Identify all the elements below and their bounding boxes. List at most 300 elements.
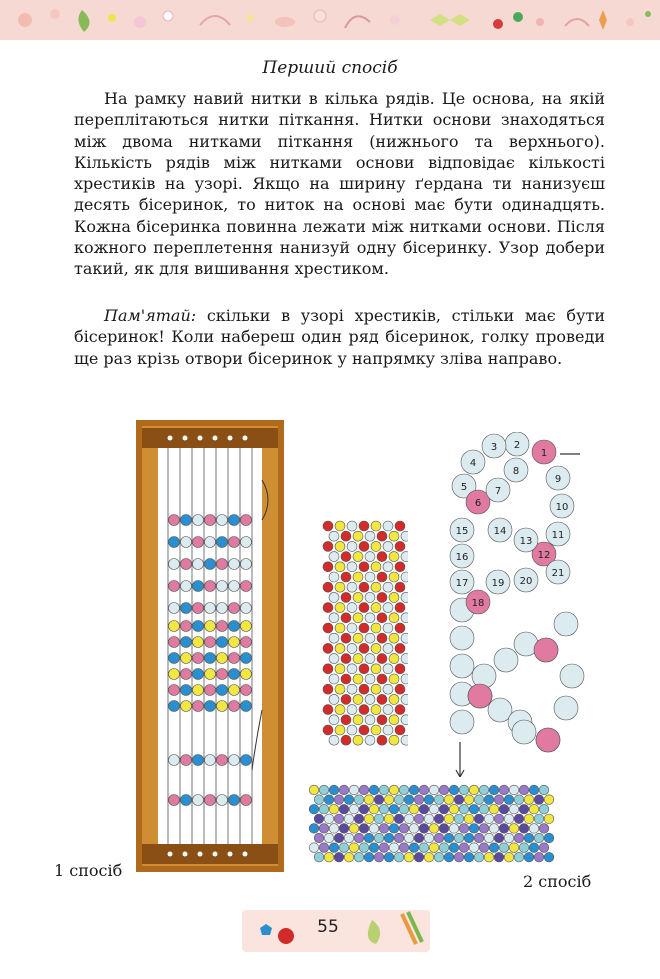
band-bead xyxy=(539,804,549,814)
strip-bead xyxy=(359,684,369,694)
loom-bead xyxy=(241,621,252,632)
diagram-bead-number: 7 xyxy=(494,486,502,497)
strip-bead xyxy=(377,572,387,582)
strip-bead xyxy=(329,552,339,562)
strip-bead xyxy=(389,613,399,623)
loom-bead xyxy=(181,581,192,592)
loom-bead xyxy=(205,701,216,712)
strip-bead xyxy=(377,592,387,602)
numbered-bead-diagram xyxy=(440,432,590,777)
loom-bead xyxy=(241,653,252,664)
band-bead xyxy=(414,833,424,843)
strip-bead xyxy=(347,623,357,633)
diagram-bead-highlight xyxy=(534,638,558,662)
band-bead xyxy=(349,824,359,834)
strip-bead xyxy=(341,654,351,664)
strip-bead xyxy=(353,592,363,602)
band-bead xyxy=(499,824,509,834)
band-bead xyxy=(369,804,379,814)
loom-bead xyxy=(217,603,228,614)
diagram-bead-number: 9 xyxy=(554,474,562,485)
strip-bead xyxy=(359,664,369,674)
strip-bead xyxy=(401,715,408,725)
strip-bead xyxy=(395,664,405,674)
band-bead xyxy=(369,785,379,795)
loom-bead xyxy=(193,603,204,614)
band-bead xyxy=(479,785,489,795)
band-bead xyxy=(519,843,529,853)
diagram-bead-number: 17 xyxy=(455,578,469,589)
band-bead xyxy=(499,804,509,814)
band-bead xyxy=(364,833,374,843)
band-bead xyxy=(454,814,464,824)
band-bead xyxy=(399,804,409,814)
band-bead xyxy=(544,795,554,805)
loom-bead xyxy=(169,603,180,614)
loom-bead xyxy=(193,515,204,526)
strip-bead xyxy=(377,633,387,643)
strip-bead xyxy=(383,521,393,531)
band-bead xyxy=(424,833,434,843)
remember-text: скільки в узорі хрестиків, стільки має бути бісеринок! Коли набереш один ряд бісеринок, голку проведи ще раз крізь отвори бісеринок у напрямку зліва направо. xyxy=(74,306,605,368)
loom-bead xyxy=(181,515,192,526)
strip-bead xyxy=(329,531,339,541)
strip-bead xyxy=(365,654,375,664)
strip-bead xyxy=(329,633,339,643)
strip-bead xyxy=(395,541,405,551)
loom-bead xyxy=(169,621,180,632)
band-bead xyxy=(389,843,399,853)
strip-bead xyxy=(365,592,375,602)
strip-bead xyxy=(377,715,387,725)
loom-bead xyxy=(229,795,240,806)
loom-bead xyxy=(229,755,240,766)
loom-bead xyxy=(205,669,216,680)
band-bead xyxy=(534,814,544,824)
diagram-bead-number: 13 xyxy=(519,536,533,547)
loom-bead xyxy=(181,653,192,664)
band-bead xyxy=(499,843,509,853)
band-bead xyxy=(524,795,534,805)
strip-bead xyxy=(323,643,333,653)
strip-bead xyxy=(341,552,351,562)
strip-bead xyxy=(371,684,381,694)
caption-method-2: 2 спосіб xyxy=(523,872,592,891)
band-bead xyxy=(504,795,514,805)
diagram-bead-number: 10 xyxy=(555,502,569,513)
loom-bead xyxy=(205,795,216,806)
band-bead xyxy=(429,843,439,853)
strip-bead xyxy=(395,562,405,572)
band-bead xyxy=(364,795,374,805)
strip-bead xyxy=(383,582,393,592)
band-bead xyxy=(474,795,484,805)
strip-bead xyxy=(353,633,363,643)
diagram-bead-highlight xyxy=(536,728,560,752)
strip-bead xyxy=(383,623,393,633)
strip-bead xyxy=(323,664,333,674)
band-bead xyxy=(429,785,439,795)
band-bead xyxy=(414,814,424,824)
loom-bead xyxy=(217,795,228,806)
band-bead xyxy=(309,824,319,834)
strip-bead xyxy=(377,552,387,562)
loom-bead xyxy=(205,637,216,648)
loom-bead xyxy=(229,559,240,570)
loom-bead xyxy=(217,621,228,632)
band-bead xyxy=(359,804,369,814)
strip-bead xyxy=(371,705,381,715)
band-bead xyxy=(534,852,544,862)
strip-bead xyxy=(353,674,363,684)
strip-bead xyxy=(329,613,339,623)
band-bead xyxy=(419,843,429,853)
loom-bead xyxy=(205,603,216,614)
band-bead xyxy=(394,833,404,843)
band-bead xyxy=(354,833,364,843)
band-bead xyxy=(494,814,504,824)
strip-bead xyxy=(377,694,387,704)
band-bead xyxy=(519,785,529,795)
band-bead xyxy=(349,843,359,853)
band-bead xyxy=(359,843,369,853)
strip-bead xyxy=(347,664,357,674)
strip-bead xyxy=(329,674,339,684)
strip-bead xyxy=(383,664,393,674)
band-bead xyxy=(379,824,389,834)
strip-bead xyxy=(323,725,333,735)
band-bead xyxy=(484,814,494,824)
band-bead xyxy=(414,795,424,805)
band-bead xyxy=(529,785,539,795)
strip-bead xyxy=(383,603,393,613)
band-bead xyxy=(449,785,459,795)
band-bead xyxy=(479,824,489,834)
loom-bead xyxy=(241,603,252,614)
strip-bead xyxy=(401,654,408,664)
strip-bead xyxy=(401,633,408,643)
band-bead xyxy=(344,795,354,805)
strip-bead xyxy=(347,603,357,613)
loom-bead xyxy=(193,637,204,648)
band-bead xyxy=(429,824,439,834)
band-bead xyxy=(514,852,524,862)
strip-bead xyxy=(395,684,405,694)
band-bead xyxy=(459,804,469,814)
loom-bead xyxy=(217,685,228,696)
strip-bead xyxy=(401,735,408,745)
loom-bead xyxy=(241,559,252,570)
band-bead xyxy=(309,843,319,853)
strip-bead xyxy=(359,623,369,633)
band-bead xyxy=(354,795,364,805)
loom-bead xyxy=(217,653,228,664)
strip-bead xyxy=(323,582,333,592)
band-bead xyxy=(454,833,464,843)
band-bead xyxy=(504,852,514,862)
band-bead xyxy=(524,852,534,862)
diagram-bead-number: 15 xyxy=(455,526,469,537)
strip-bead xyxy=(371,521,381,531)
band-bead xyxy=(354,852,364,862)
band-bead xyxy=(404,833,414,843)
band-bead xyxy=(389,804,399,814)
band-bead xyxy=(494,852,504,862)
band-bead xyxy=(394,852,404,862)
band-bead xyxy=(509,843,519,853)
strip-bead xyxy=(353,735,363,745)
strip-bead xyxy=(389,654,399,664)
strip-bead xyxy=(353,715,363,725)
band-bead xyxy=(399,785,409,795)
strip-bead xyxy=(371,643,381,653)
band-bead xyxy=(409,785,419,795)
band-bead xyxy=(349,804,359,814)
strip-bead xyxy=(347,725,357,735)
diagram-bead-number: 12 xyxy=(537,550,551,561)
strip-bead xyxy=(371,725,381,735)
band-bead xyxy=(374,814,384,824)
strip-bead xyxy=(347,643,357,653)
strip-bead xyxy=(335,623,345,633)
loom-bead xyxy=(181,669,192,680)
strip-bead xyxy=(371,603,381,613)
loom-bead xyxy=(241,581,252,592)
strip-bead xyxy=(389,592,399,602)
loom-bead xyxy=(205,581,216,592)
strip-bead xyxy=(347,562,357,572)
band-bead xyxy=(379,843,389,853)
diagram-bead xyxy=(554,696,578,720)
band-bead xyxy=(329,785,339,795)
loom-bead xyxy=(229,537,240,548)
band-bead xyxy=(434,852,444,862)
loom-bead xyxy=(205,653,216,664)
band-bead xyxy=(514,795,524,805)
strip-bead xyxy=(347,521,357,531)
diagram-bead-number: 19 xyxy=(491,578,505,589)
loom-bead xyxy=(193,701,204,712)
strip-bead xyxy=(341,592,351,602)
diagram-bead-number: 18 xyxy=(471,598,485,609)
band-bead xyxy=(389,785,399,795)
band-bead xyxy=(409,804,419,814)
band-bead xyxy=(489,804,499,814)
strip-bead xyxy=(329,572,339,582)
strip-bead xyxy=(365,715,375,725)
strip-bead xyxy=(389,694,399,704)
band-bead xyxy=(454,852,464,862)
strip-bead xyxy=(359,541,369,551)
diagram-bead xyxy=(450,654,474,678)
loom-bead xyxy=(241,637,252,648)
band-bead xyxy=(349,785,359,795)
diagram-bead-highlight xyxy=(468,684,492,708)
strip-bead xyxy=(329,694,339,704)
strip-bead xyxy=(371,623,381,633)
strip-bead xyxy=(335,705,345,715)
loom-bead xyxy=(181,537,192,548)
strip-bead xyxy=(323,541,333,551)
loom-bead xyxy=(169,669,180,680)
band-bead xyxy=(509,804,519,814)
strip-bead xyxy=(341,613,351,623)
band-bead xyxy=(334,833,344,843)
loom-bead xyxy=(169,685,180,696)
loom-bead xyxy=(181,685,192,696)
band-bead xyxy=(339,804,349,814)
band-bead xyxy=(339,824,349,834)
strip-bead xyxy=(395,603,405,613)
loom-bead xyxy=(229,669,240,680)
band-bead xyxy=(479,804,489,814)
strip-bead xyxy=(359,521,369,531)
band-bead xyxy=(339,843,349,853)
bead-loom-illustration xyxy=(136,420,284,872)
band-bead xyxy=(394,795,404,805)
strip-bead xyxy=(389,531,399,541)
band-bead xyxy=(424,814,434,824)
strip-bead xyxy=(329,592,339,602)
band-bead xyxy=(539,785,549,795)
strip-bead xyxy=(395,582,405,592)
band-bead xyxy=(449,843,459,853)
loom-bead xyxy=(217,755,228,766)
strip-bead xyxy=(323,603,333,613)
strip-bead xyxy=(323,684,333,694)
band-bead xyxy=(469,785,479,795)
loom-bead xyxy=(181,621,192,632)
loom-bead xyxy=(229,515,240,526)
band-bead xyxy=(399,843,409,853)
band-bead xyxy=(309,785,319,795)
strip-bead xyxy=(389,674,399,684)
band-bead xyxy=(394,814,404,824)
band-bead xyxy=(454,795,464,805)
band-bead xyxy=(399,824,409,834)
band-bead xyxy=(539,843,549,853)
band-bead xyxy=(379,785,389,795)
band-bead xyxy=(444,814,454,824)
band-bead xyxy=(404,795,414,805)
bead-strip-pattern xyxy=(320,520,408,748)
loom-bead xyxy=(217,537,228,548)
diagram-bead-number: 4 xyxy=(469,458,477,469)
band-bead xyxy=(529,843,539,853)
strip-bead xyxy=(353,694,363,704)
diagram-bead xyxy=(450,710,474,734)
strip-bead xyxy=(389,572,399,582)
band-bead xyxy=(309,804,319,814)
strip-bead xyxy=(389,552,399,562)
loom-bead xyxy=(193,755,204,766)
loom-bead xyxy=(205,515,216,526)
loom-bead xyxy=(229,621,240,632)
band-bead xyxy=(514,833,524,843)
loom-bead xyxy=(169,515,180,526)
loom-bead xyxy=(229,637,240,648)
band-bead xyxy=(384,833,394,843)
band-bead xyxy=(524,814,534,824)
strip-bead xyxy=(335,582,345,592)
strip-bead xyxy=(365,735,375,745)
loom-bead xyxy=(169,559,180,570)
loom-bead xyxy=(229,685,240,696)
strip-bead xyxy=(365,552,375,562)
diagram-bead xyxy=(512,720,536,744)
band-bead xyxy=(384,852,394,862)
strip-bead xyxy=(395,725,405,735)
band-bead xyxy=(424,795,434,805)
band-bead xyxy=(314,795,324,805)
strip-bead xyxy=(341,674,351,684)
loom-bead xyxy=(229,603,240,614)
band-bead xyxy=(444,833,454,843)
band-bead xyxy=(434,795,444,805)
band-bead xyxy=(434,814,444,824)
band-bead xyxy=(389,824,399,834)
band-bead xyxy=(464,795,474,805)
band-bead xyxy=(379,804,389,814)
strip-bead xyxy=(401,592,408,602)
strip-bead xyxy=(347,582,357,592)
caption-method-1: 1 спосіб xyxy=(54,861,123,880)
loom-bead xyxy=(181,701,192,712)
strip-bead xyxy=(335,521,345,531)
loom-bead xyxy=(193,795,204,806)
loom-bead xyxy=(181,603,192,614)
strip-bead xyxy=(383,643,393,653)
band-bead xyxy=(444,852,454,862)
diagram-bead-number: 20 xyxy=(519,576,533,587)
band-bead xyxy=(439,785,449,795)
section-subtitle: Перший спосіб xyxy=(262,58,398,78)
band-bead xyxy=(434,833,444,843)
strip-bead xyxy=(347,541,357,551)
strip-bead xyxy=(389,633,399,643)
strip-bead xyxy=(371,541,381,551)
strip-bead xyxy=(329,715,339,725)
strip-bead xyxy=(335,664,345,674)
paragraph-instructions: На рамку навий нитки в кілька рядів. Це основа, на якій переплітаються нитки піткання. Нитки основи знаходяться між двома нитками піткання (нижнього та верхнього). Кількість рядів між нитками основи відповідає кількості хрестиків на узорі. Якщо на ширину ґердана ти нанизуєш десять бісеринок, то ниток на основі має бути одинадцять. Кожна бісеринка повинна лежати між нитками основи. Після кожного переплетення нанизуй одну бісеринку. Узор добери такий, як для вишивання хрестиком. xyxy=(74,89,605,279)
band-bead xyxy=(439,843,449,853)
band-bead xyxy=(409,824,419,834)
band-bead xyxy=(324,833,334,843)
loom-bead xyxy=(181,755,192,766)
band-bead xyxy=(404,852,414,862)
strip-bead xyxy=(359,705,369,715)
strip-bead xyxy=(353,572,363,582)
band-bead xyxy=(544,852,554,862)
diagram-bead-number: 1 xyxy=(540,448,548,459)
loom-bead xyxy=(217,637,228,648)
loom-bead xyxy=(181,637,192,648)
band-bead xyxy=(449,804,459,814)
band-bead xyxy=(334,795,344,805)
page-number: 55 xyxy=(317,917,339,937)
loom-bead xyxy=(205,755,216,766)
band-bead xyxy=(474,852,484,862)
band-bead xyxy=(489,843,499,853)
strip-bead xyxy=(383,684,393,694)
band-bead xyxy=(319,785,329,795)
band-bead xyxy=(334,814,344,824)
band-bead xyxy=(344,852,354,862)
loom-bead xyxy=(241,669,252,680)
strip-bead xyxy=(335,684,345,694)
band-bead xyxy=(319,804,329,814)
band-bead xyxy=(364,852,374,862)
